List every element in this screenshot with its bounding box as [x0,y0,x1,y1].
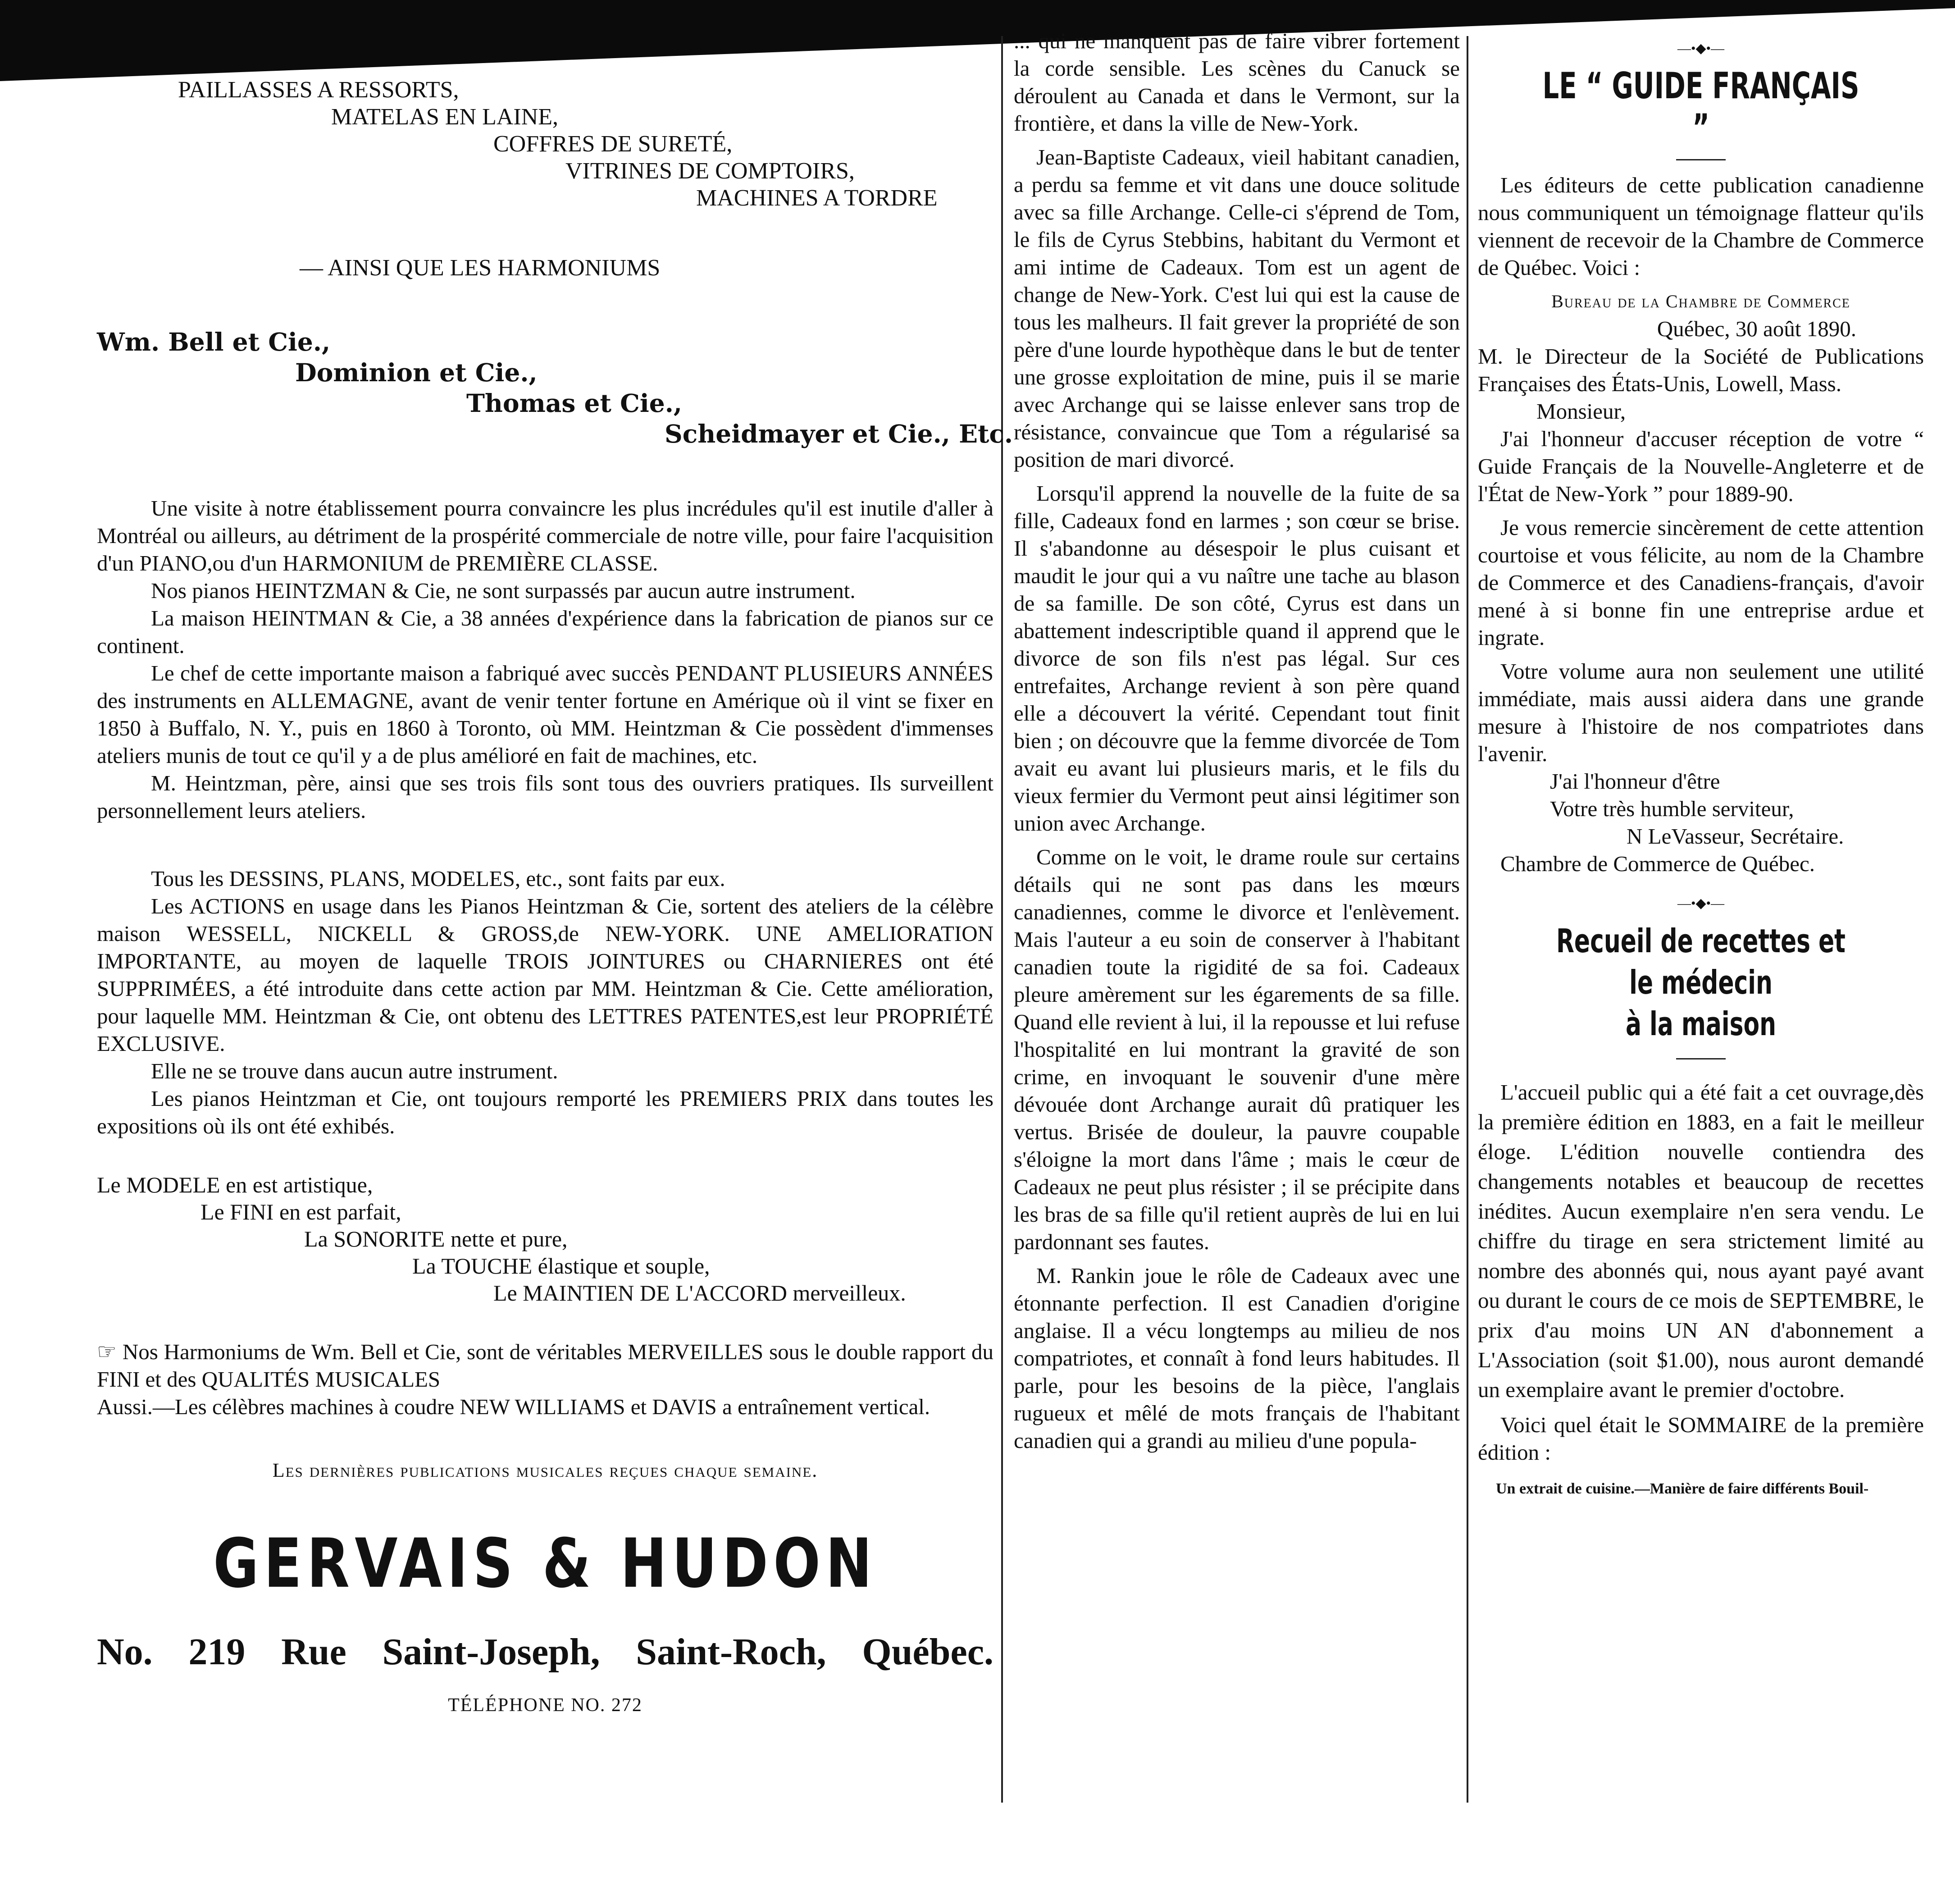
ad-paragraph: Nos pianos HEINTZMAN & Cie, ne sont surpassés par aucun autre instrument. [151,578,856,603]
guide-title: LE “ GUIDE FRANÇAIS ” [1542,65,1859,148]
ad-paragraph: Les pianos Heintzman et Cie, ont toujours remporté les PREMIERS PRIX dans toutes les expositions où ils ont été exhibés. [97,1086,993,1138]
product-line-5: MACHINES A TORDRE [696,185,938,211]
company-address: No. 219 Rue Saint-Joseph, Saint-Roch, Québec. [97,1631,993,1673]
short-rule [1676,1058,1726,1059]
ad-paragraph: La maison HEINTMAN & Cie, a 38 années d'expérience dans la fabrication de pianos sur ce continent. [97,606,993,658]
recueil-paragraph: L'accueil public qui a été fait a cet ouvrage,dès la première édition en 1883, en a fait le meilleur éloge. L'édition nouvelle contiendra des changements notables et beaucoup de recettes inédites. Aucun exemplaire n'en sera vendu. Le chiffre du tirage en sera strictement limité au nombre des abonnés qui, nous ayant payé avant ou durant le cours de ce mois de SEPTEMBRE, le prix d'au moins UN AN d'abonnement a L'Association (soit $1.00), nous auront demandé un exemplaire avant le premier d'octobre. [1478,1080,1924,1402]
article-paragraph: M. Rankin joue le rôle de Cadeaux avec une étonnante perfection. Il est Canadien d'origine anglaise. Il a vécu longtemps au milieu de nos compatriotes, et connaît à fond leurs habitudes. Il parle, pour les besoins de la pièce, l'anglais rugueux et mêlé de mots français de l'habitant canadien qui a grandi au milieu d'une popula- [1014,1263,1460,1453]
bureau-heading: Bureau de la Chambre de Commerce [1551,291,1850,311]
guide-intro: Les éditeurs de cette publication canadienne nous communiquent un témoignage flatteur qu'ils viennent de recevoir de la Chambre de Commerce de Québec. Voici : [1478,173,1924,280]
telephone-line: TÉLÉPHONE NO. 272 [448,1695,643,1716]
ad-paragraph: Les ACTIONS en usage dans les Pianos Heintzman & Cie, sortent des ateliers de la célèbre maison WESSELL, NICKELL & GROSS,de NEW-YORK. UNE AMELIORATION IMPORTANTE, au moyen de laquelle TROIS JOINTURES ou CHARNIERES ont été SUPPRIMÉES, a été introduite dans cette action par MM. Heintzman & Cie. Cette amélioration, pour laquelle MM. Heintzman & Cie, ont obtenu des LETTRES PATENTES,est leur PROPRIÉTÉ EXCLUSIVE. [97,894,993,1056]
product-line-1: PAILLASSES A RESSORTS, [178,77,459,103]
article-paragraph: Comme on le voit, le drame roule sur certains détails qui ne sont pas dans les mœurs canadiennes, comme le divorce et l'enlèvement. Mais l'auteur a eu soin de conserver à l'habitant canadien toute la rigidité de sa foi. Cadeaux pleure amèrement sur les égarements de sa fille. Quand elle revient à lui, il la repousse et lui refuse l'hospitalité en lui montrant la gravité de son crime, en invoquant le souvenir d'une mère dévouée dont Archange aurait dû pratiquer les vertus. Brisée de douleur, la pauvre coupable s'éloigne la mort dans l'âme ; mais le cœur de Cadeaux ne peut plus résister ; il se précipite dans les bras de sa fille qu'il retient auprès de lui en lui pardonnant ses fautes. [1014,845,1460,1254]
quality-line-4: La TOUCHE élastique et souple, [412,1253,710,1278]
ad-paragraph: Le chef de cette importante maison a fabriqué avec succès PENDANT PLUSIEURS ANNÉES des instruments en ALLEMAGNE, avant de venir tenter fortune en Amérique où il vint se fixer en 1850 à Buffalo, N. Y., puis en 1860 à Toronto, où MM. Heintzman & Cie possèdent d'immenses ateliers munis de tout ce qu'il y a de plus amélioré en fait de machines, etc. [97,661,993,768]
advertisement-column [97,68,1013,1719]
harmoniums-line: — AINSI QUE LES HARMONIUMS [300,255,661,281]
article-column [1014,27,1460,1454]
quality-line-3: La SONORITE nette et pure, [304,1226,568,1251]
ad-paragraph: Elle ne se trouve dans aucun autre instrument. [151,1059,558,1083]
recueil-paragraph: Voici quel était le SOMMAIRE de la première édition : [1478,1412,1924,1465]
harmonium-note-text: Nos Harmoniums de Wm. Bell et Cie, sont de véritables MERVEILLES sous le double rapport du FINI et des QUALITÉS MUSICALES [97,1339,993,1392]
recueil-title-line-2: à la maison [1626,1005,1776,1043]
letter-closing: J'ai l'honneur d'être [1550,769,1720,794]
article-paragraph: ... qui ne manquent pas de faire vibrer fortement la corde sensible. Les scènes du Canuck se déroulent au Canada et dans le Vermont, sur la frontière, et dans la ville de New-York. [1014,28,1460,136]
company-name: GERVAIS & HUDON [213,1525,877,1603]
product-line-3: COFFRES DE SURETÉ, [493,131,733,157]
column-rule-left [1001,36,1003,1803]
ad-paragraph: M. Heintzman, père, ainsi que ses trois fils sont tous des ouvriers pratiques. Ils surveillent personnellement leurs ateliers. [97,771,993,823]
quality-line-1: Le MODELE en est artistique, [97,1172,373,1197]
pointing-hand-icon: ☞ [97,1339,117,1365]
letter-date: Québec, 30 août 1890. [1657,316,1856,341]
product-line-4: VITRINES DE COMPTOIRS, [565,158,855,184]
quality-line-2: Le FINI en est parfait, [201,1199,401,1224]
article-paragraph: Jean-Baptiste Cadeaux, vieil habitant canadien, a perdu sa femme et vit dans une douce solitude avec sa fille Archange. Celle-ci s'éprend de Tom, le fils de Cyrus Stebbins, habitant du Vermont et ami intime de Cadeaux. Tom est un agent de change de New-York. C'est lui qui est la cause de tous les malheurs. Il fait grever la propriété de son père d'une lourde hypothèque dans le but de tenter une grosse exploitation de mine, puis il se marie avec Archange qui se laisse enlever sans trop de résistance, convaincue que Tom a régularisé sa position de mari divorcé. [1014,145,1460,472]
firm-1: Wm. Bell et Cie., [97,327,331,356]
notices-column [1478,41,1924,1502]
sewing-note: Aussi.—Les célèbres machines à coudre NEW WILLIAMS et DAVIS a entraînement vertical. [97,1394,930,1419]
article-paragraph: Lorsqu'il apprend la nouvelle de la fuite de sa fille, Cadeaux fond en larmes ; son cœur se brise. Il s'abandonne au désespoir le plus cuisant et maudit le jour qui a vu naître une tache au blason de sa famille. De son côté, Cyrus est dans un abattement indescriptible quand il apprend que le divorce de son fils n'est pas légal. Sur ces entrefaites, Archange revient à son père quand elle a découvert la vérité. Cependant tout finit bien ; on découvre que la femme divorcée de Tom avait eu avant lui plusieurs maris, et le fils du vieux fermier du Vermont peut ainsi légitimer son union avec Archange. [1014,481,1460,836]
ornament-divider: —•◆•— [1677,41,1725,56]
ad-paragraph: Une visite à notre établissement pourra convaincre les plus incrédules qu'il est inutile d'aller à Montréal ou ailleurs, au détriment de la prospérité commerciale de notre ville, pour faire l'acquisition d'un PIANO,ou d'un HARMONIUM de PREMIÈRE CLASSE. [97,496,993,575]
firm-2: Dominion et Cie., [295,358,538,387]
publications-line: Les dernières publications musicales reçues chaque semaine. [272,1459,818,1481]
ad-paragraph: Tous les DESSINS, PLANS, MODELES, etc., sont faits par eux. [151,866,725,891]
letter-paragraph: Je vous remercie sincèrement de cette attention courtoise et vous félicite, au nom de la Chambre de Commerce et des Canadiens-français, d'avoir mené à si bonne fin une entreprise ardue et ingrate. [1478,515,1924,650]
quality-line-5: Le MAINTIEN DE L'ACCORD merveilleux. [493,1280,906,1306]
product-line-2: MATELAS EN LAINE, [331,104,559,130]
letter-closing-2: Votre très humble serviteur, [1550,796,1794,821]
ornament-divider: —•◆•— [1677,896,1725,911]
letter-salutation: Monsieur, [1536,399,1626,424]
letter-paragraph: J'ai l'honneur d'accuser réception de votre “ Guide Français de la Nouvelle-Angleterre et de l'État de New-York ” pour 1889-90. [1478,426,1924,506]
letter-chamber: Chambre de Commerce de Québec. [1500,851,1815,876]
letter-signature: N LeVasseur, Secrétaire. [1627,824,1844,849]
column-rule-right [1467,36,1468,1803]
firm-4: Scheidmayer et Cie., Etc. [665,419,1013,448]
recueil-title: Recueil de recettes et le médecin [1556,922,1846,1001]
sommaire-line: Un extrait de cuisine.—Manière de faire différents Bouil- [1496,1480,1869,1497]
firm-3: Thomas et Cie., [466,388,683,418]
short-rule [1676,159,1726,160]
harmonium-note [97,1338,993,1393]
letter-addressee: M. le Directeur de la Société de Publications Françaises des États-Unis, Lowell, Mass. [1478,344,1924,396]
letter-paragraph: Votre volume aura non seulement une utilité immédiate, mais aussi aidera dans une grande mesure à l'histoire de nos compatriotes dans l'avenir. [1478,659,1924,766]
